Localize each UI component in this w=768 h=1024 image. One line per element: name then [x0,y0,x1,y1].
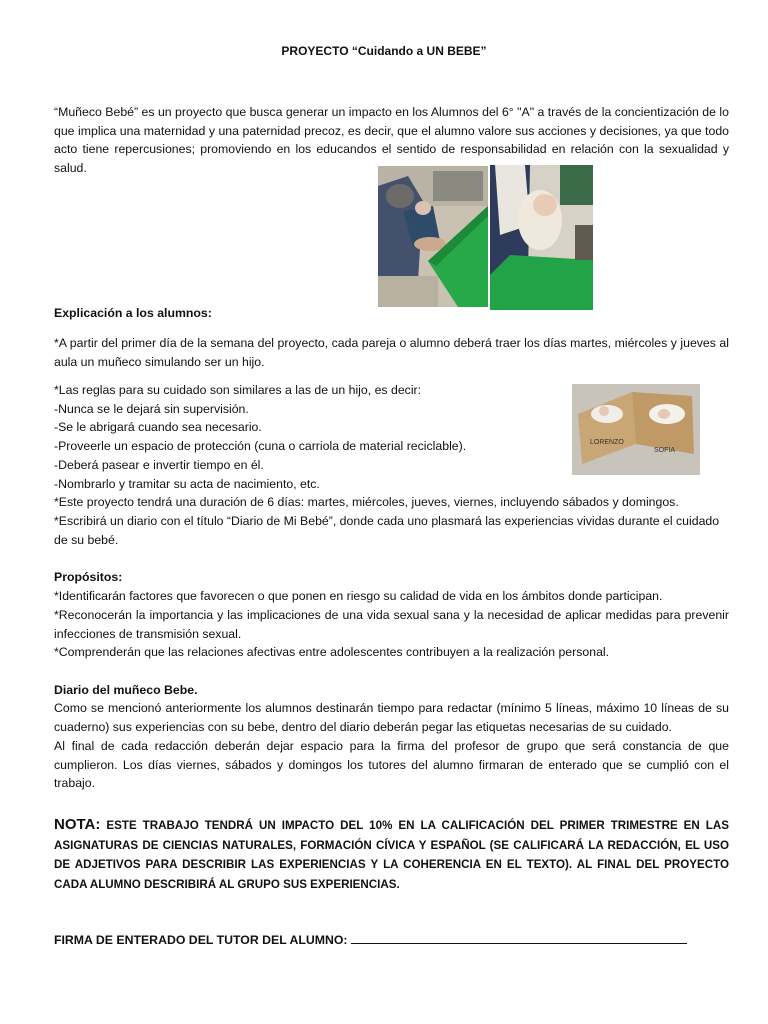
rule-item: -Proveerle un espacio de protección (cuna o carriola de material reciclable). [54,439,467,454]
signature-label: FIRMA DE ENTERADO DEL TUTOR DEL ALUMNO: [54,933,348,947]
explicacion-paragraph: *A partir del primer día de la semana del proyecto, cada pareja o alumno deberá traer los días martes, miércoles y jueves al aula un muñeco simulando ser un hijo. [54,336,729,369]
rules-intro: *Las reglas para su cuidado son similares a las de un hijo, es decir: [54,383,422,397]
rule-item: -Nunca se le dejará sin supervisión. [54,401,249,416]
propositos-heading: Propósitos: [54,570,123,584]
proposito-item: *Reconocerán la importancia y las implicaciones de una vida sexual sana y la necesidad de aplicar medidas para prevenir infecciones de transmisión sexual. [54,608,729,641]
document-title: PROYECTO “Cuidando a UN BEBE” [281,44,487,58]
cardboard-cribs-photo [572,384,700,475]
diary-instruction: *Escribirá un diario con el título “Diario de Mi Bebé”, donde cada uno plasmará las experiencias vividas durante el cuidado de su bebé. [54,514,720,547]
crib-label-sofia: SOFIA [654,447,676,454]
rule-item: -Nombrarlo y tramitar su acta de nacimiento, etc. [54,476,320,491]
crib-label-lorenzo: LORENZO [590,439,624,446]
diario-heading: Diario del muñeco Bebe. [54,683,198,697]
proposito-item: *Identificarán factores que favorecen o que ponen en riesgo su calidad de vida en los ámbitos donde participan. [54,589,663,603]
proposito-item: *Comprenderán que las relaciones afectivas entre adolescentes contribuyen a la realización personal. [54,645,610,659]
rules-list [54,381,564,493]
nota-label: NOTA: [54,816,101,833]
diario-paragraph-1: Como se mencionó anteriormente los alumnos destinarán tiempo para redactar (mínimo 5 líneas, máximo 10 líneas de su cuaderno) sus experiencias con su bebe, dentro del diario deberán pegar las etiquetas necesarias de su cuidado. [54,701,729,734]
nota-text: ESTE TRABAJO TENDRÁ UN IMPACTO DEL 10% EN LA CALIFICACIÓN DEL PRIMER TRIMESTRE EN LAS ASIGNATURAS DE CIENCIAS NATURALES, FORMACIÓN CÍVICA Y ESPAÑOL (SE CALIFICARÁ LA REDACCIÓN, EL USO DE ADJETIVOS PARA DESCRIBIR LAS EXPERIENCIAS Y LA COHERENCIA EN EL TEXTO). AL FINAL DEL PROYECTO CADA ALUMNO DESCRIBIRÁ AL GRUPO SUS EXPERIENCIAS. [54,819,729,891]
signature-blank[interactable] [351,931,687,944]
duration-line: *Este proyecto tendrá una duración de 6 días: martes, miércoles, jueves, viernes, incluyendo sábados y domingos. [54,495,679,509]
rule-item: -Deberá pasear e invertir tiempo en él. [54,457,264,472]
nota-paragraph [54,815,729,894]
rule-item: -Se le abrigará cuando sea necesario. [54,420,262,435]
signature-line [54,931,729,950]
student-with-doll-photo [378,166,488,307]
person-holding-doll-photo [490,165,593,310]
explicacion-heading: Explicación a los alumnos: [54,306,212,320]
intro-paragraph: “Muñeco Bebé” es un proyecto que busca generar un impacto en los Alumnos del 6° "A" a través de la concientización de lo que implica una maternidad y una paternidad precoz, es decir, que el alumno valore sus acciones y decisiones, ya que todo acto tiene repercusiones; promoviendo en los educandos el sentido de responsabilidad en relación con la sexualidad y salud. [54,105,729,176]
diario-paragraph-2: Al final de cada redacción deberán dejar espacio para la firma del profesor de grupo que será constancia de que cumplieron. Los días viernes, sábados y domingos los tutores del alumno firmaran de enterado que se cumplió con el trabajo. [54,739,729,791]
